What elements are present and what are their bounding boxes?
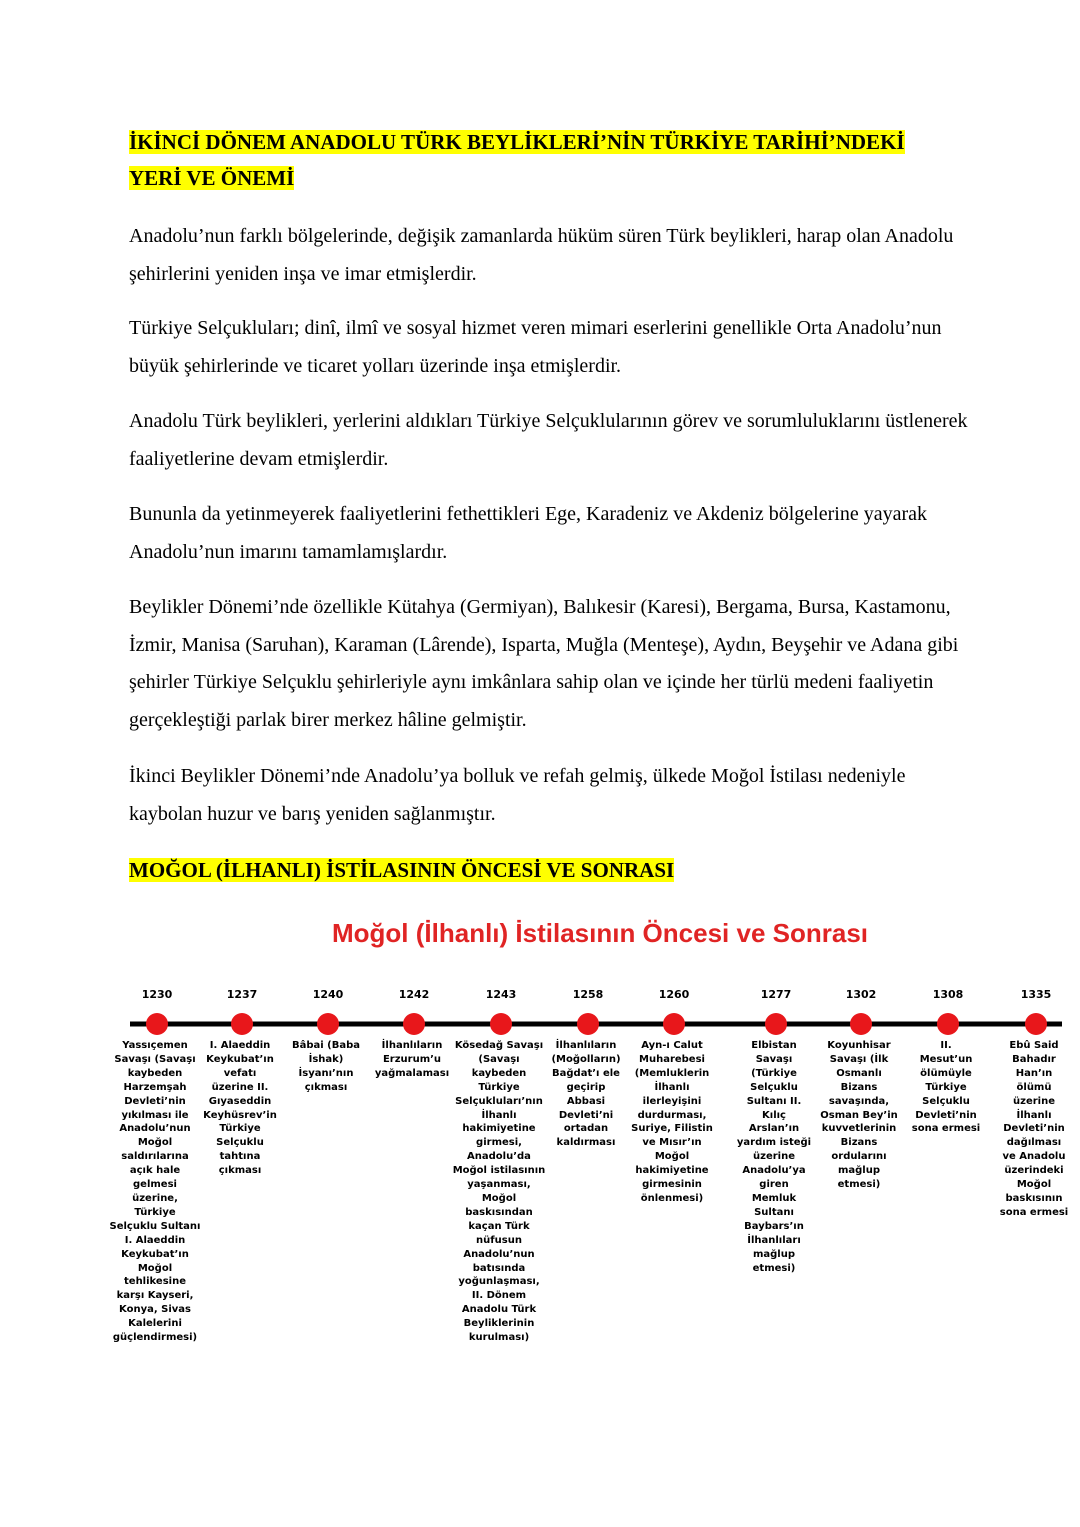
timeline-event-text: Kösedağ Savaşı (Savaşı kaybeden Türkiye Selçukluları’nın İlhanlı hakimiyetine girmesi, Anadolu’da Moğol istilasının yaşanması, Moğol baskısından kaçan Türk nüfusun Anadolu’nun batısında yoğunlaşması, II. Dönem Anadolu Türk Beyliklerinin kurulması) bbox=[452, 1040, 546, 1344]
timeline-year: 1335 bbox=[1020, 988, 1052, 1001]
heading-text: MOĞOL (İLHANLI) İSTİLASININ ÖNCESİ VE SONRASI bbox=[129, 858, 675, 882]
timeline-event-text: İlhanlıların Erzurum’u yağmalaması bbox=[374, 1040, 450, 1079]
timeline-dot bbox=[850, 1013, 872, 1035]
timeline-year: 1258 bbox=[572, 988, 604, 1001]
timeline-year: 1302 bbox=[845, 988, 877, 1001]
timeline-year: 1260 bbox=[658, 988, 690, 1001]
timeline-year: 1230 bbox=[141, 988, 173, 1001]
section-heading-mogol bbox=[129, 852, 979, 888]
timeline-year: 1242 bbox=[398, 988, 430, 1001]
timeline-dot bbox=[146, 1013, 168, 1035]
timeline-dot bbox=[490, 1013, 512, 1035]
timeline-event-text: Yassıçemen Savaşı (Savaşı kaybeden Harzemşah Devleti’nin yıkılması ile Anadolu’nun Moğol saldırılarına açık hale gelmesi üzerine, Türkiye Selçuklu Sultanı I. Alaeddin Keykubat’ın Moğol tehlikesine karşı Kayseri, Konya, Sivas Kalelerini güçlendirmesi) bbox=[109, 1040, 201, 1344]
timeline-dot bbox=[231, 1013, 253, 1035]
timeline-event-text: Ebû Said Bahadır Han’ın ölümü üzerine İlhanlı Devleti’nin dağılması ve Anadolu üzerindeki Moğol baskısının sona ermesi bbox=[999, 1040, 1069, 1218]
paragraph: İkinci Beylikler Dönemi’nde Anadolu’ya bolluk ve refah gelmiş, ülkede Moğol İstilası nedeniyle kaybolan huzur ve barış yeniden sağlanmıştır. bbox=[129, 765, 906, 825]
timeline-event-text: Koyunhisar Savaşı (İlk Osmanlı Bizans savaşında, Osman Bey’in kuvvetlerinin Bizans ordularını mağlup etmesi) bbox=[820, 1040, 898, 1191]
timeline-dot bbox=[577, 1013, 599, 1035]
timeline-dot bbox=[765, 1013, 787, 1035]
timeline-event-text: İlhanlıların (Moğolların) Bağdat’ı ele geçirip Abbasi Devleti’ni ortadan kaldırması bbox=[551, 1040, 621, 1149]
timeline-dot bbox=[937, 1013, 959, 1035]
heading-line-1: İKİNCİ DÖNEM ANADOLU TÜRK BEYLİKLERİ’NİN TÜRKİYE TARİHİ’NDEKİ bbox=[129, 130, 905, 154]
heading-line-2: YERİ VE ÖNEMİ bbox=[129, 166, 295, 190]
timeline-dot bbox=[403, 1013, 425, 1035]
timeline-event-text: Elbistan Savaşı (Türkiye Selçuklu Sultanı II. Kılıç Arslan’ın yardım isteği üzerine Anadolu’ya giren Memluk Sultanı Baybars’ın İlhanlıları mağlup etmesi) bbox=[736, 1040, 812, 1274]
paragraph: Anadolu Türk beylikleri, yerlerini aldıkları Türkiye Selçuklularının görev ve sorumluluklarını üstlenerek faaliyetlerine devam etmişlerdir. bbox=[129, 410, 968, 470]
timeline-dot bbox=[663, 1013, 685, 1035]
timeline-title: Moğol (İlhanlı) İstilasının Öncesi ve Sonrası bbox=[332, 918, 868, 948]
timeline-year: 1277 bbox=[760, 988, 792, 1001]
timeline-dot bbox=[1025, 1013, 1047, 1035]
timeline-year: 1237 bbox=[226, 988, 258, 1001]
timeline-event-text: I. Alaeddin Keykubat’ın vefatı üzerine II. Gıyaseddin Keyhüsrev’in Türkiye Selçuklu tahtına çıkması bbox=[203, 1040, 277, 1177]
timeline-event-text: II. Mesut’un ölümüyle Türkiye Selçuklu Devleti’nin sona ermesi bbox=[911, 1040, 981, 1135]
paragraph: Anadolu’nun farklı bölgelerinde, değişik zamanlarda hüküm süren Türk beylikleri, harap olan Anadolu şehirlerini yeniden inşa ve imar etmişlerdir. bbox=[129, 225, 954, 285]
timeline-year: 1308 bbox=[932, 988, 964, 1001]
timeline-event-text: Bâbai (Baba İshak) İsyanı’nın çıkması bbox=[291, 1040, 361, 1093]
timeline-year: 1243 bbox=[485, 988, 517, 1001]
paragraph: Bununla da yetinmeyerek faaliyetlerini fethettikleri Ege, Karadeniz ve Akdeniz bölgelerine yayarak Anadolu’nun imarını tamamlamışlardır. bbox=[129, 503, 927, 563]
timeline-event-text: Ayn-ı Calut Muharebesi (Memluklerin İlhanlı ilerleyişini durdurması, Suriye, Filistin ve Mısır’ın Moğol hakimiyetine girmesinin önlenmesi) bbox=[631, 1040, 713, 1204]
timeline-year: 1240 bbox=[312, 988, 344, 1001]
paragraph: Türkiye Selçukluları; dinî, ilmî ve sosyal hizmet veren mimari eserlerini genellikle Orta Anadolu’nun büyük şehirlerinde ve ticaret yolları üzerinde inşa etmişlerdir. bbox=[129, 317, 942, 377]
timeline-dot bbox=[317, 1013, 339, 1035]
paragraph: Beylikler Dönemi’nde özellikle Kütahya (Germiyan), Balıkesir (Karesi), Bergama, Bursa, Kastamonu, İzmir, Manisa (Saruhan), Karaman (Lârende), Isparta, Muğla (Menteşe), Aydın, Beyşehir ve Adana gibi şehirler Türkiye Selçuklu şehirleriyle aynı imkânlara sahip olan ve içinde her türlü medeni faaliyetin gerçekleştiği parlak birer merkez hâline gelmiştir. bbox=[129, 596, 959, 731]
section-heading-beylikler bbox=[129, 124, 979, 196]
